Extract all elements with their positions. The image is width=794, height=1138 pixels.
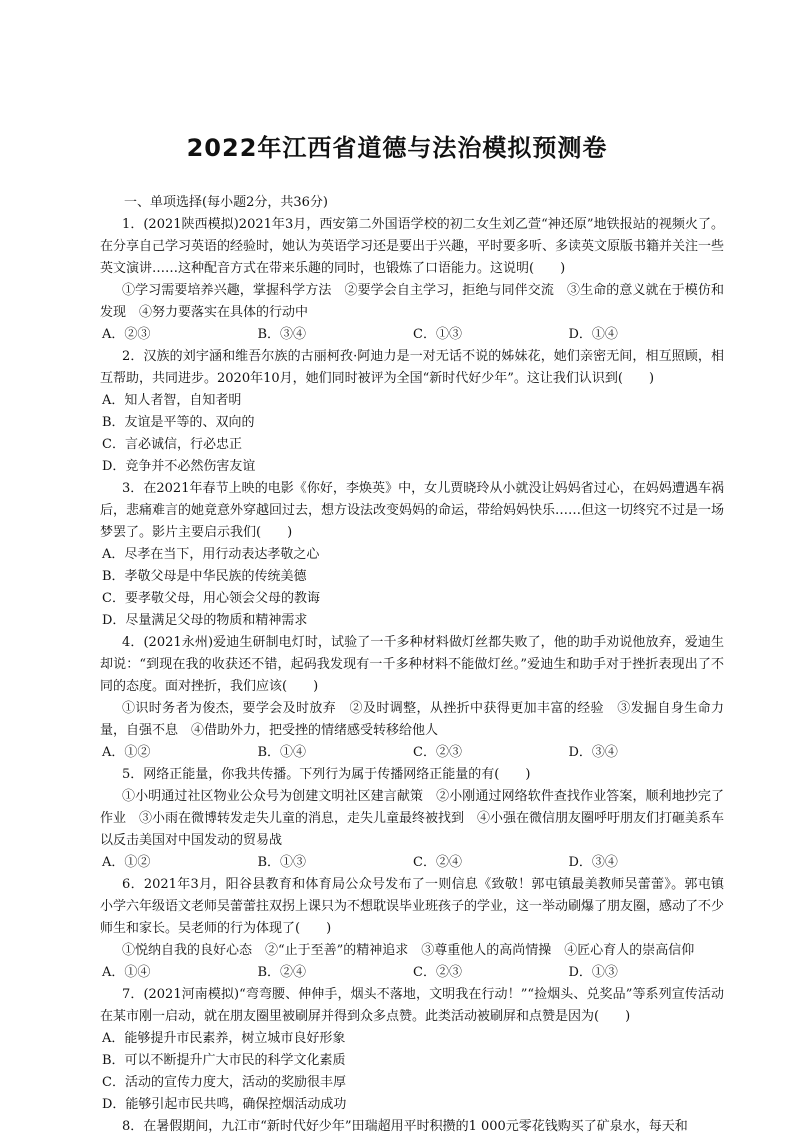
question-4 [100, 632, 724, 764]
option-b: B．孝敬父母是中华民族的传统美德 [102, 569, 307, 584]
question-statements: ①悦纳自我的良好心态 ②“止于至善”的精神追求 ③尊重他人的高尚情操 ④匠心育人的崇高信仰 [122, 943, 695, 958]
question-1 [100, 214, 724, 346]
question-stem: 1．(2021陕西模拟)2021年3月，西安第二外国语学校的初二女生刘乙萱“神还原”地铁报站的视频火了。在分享自己学习英语的经验时，她认为英语学习还是要出于兴趣，平时要多听、多读英文原版书籍并关注一些英文演讲……这种配音方式在带来乐趣的同时，也锻炼了口语能力。这说明( ) [100, 217, 725, 276]
exam-content [100, 192, 724, 1138]
answer-options [100, 1028, 724, 1116]
question-statements: ①识时务者为俊杰，要学会及时放弃 ②及时调整，从挫折中获得更加丰富的经验 ③发掘自身生命力量，自强不息 ④借助外力，把受挫的情绪感受转移给他人 [100, 701, 724, 738]
option-d: D．①③ [568, 965, 618, 980]
option-a: A．能够提升市民素养，树立城市良好形象 [102, 1031, 346, 1046]
question-5 [100, 764, 724, 874]
option-c: C．活动的宣传力度大，活动的奖励很丰厚 [102, 1075, 346, 1090]
option-b: B．①③ [257, 855, 307, 870]
question-stem: 8．在暑假期间，九江市“新时代好少年”田瑞超用平时积攒的1 000元零花钱购买了矿泉水，每天和 [122, 1119, 688, 1134]
question-statements: ①学习需要培养兴趣，掌握科学方法 ②要学会自主学习，拒绝与同伴交流 ③生命的意义就在于模仿和发现 ④努力要落实在具体的行动中 [100, 283, 724, 320]
question-stem: 4．(2021永州)爱迪生研制电灯时，试验了一千多种材料做灯丝都失败了，他的助手劝说他放弃，爱迪生却说：“到现在我的收获还不错，起码我发现有一千多种材料不能做灯丝。”爱迪生和助手对于挫折表现出了不同的态度。面对挫折，我们应该( ) [100, 635, 724, 694]
answer-options [100, 390, 724, 478]
answer-options [100, 324, 724, 346]
answer-options [100, 742, 724, 764]
option-d: D．尽量满足父母的物质和精神需求 [102, 613, 308, 628]
option-c: C．②③ [413, 745, 462, 760]
option-c: C．②④ [413, 855, 462, 870]
answer-options [100, 544, 724, 632]
option-b: B．②④ [257, 965, 307, 980]
question-8 [100, 1116, 724, 1138]
page-title: 2022年江西省道德与法治模拟预测卷 [186, 134, 608, 162]
question-stem: 2．汉族的刘宇涵和维吾尔族的古丽柯孜·阿迪力是一对无话不说的姊妹花，她们亲密无间，相互照顾，相互帮助，共同进步。2020年10月，她们同时被评为全国“新时代好少年”。这让我们认识到( ) [100, 349, 724, 386]
option-a: A．②③ [102, 327, 151, 342]
option-d: D．能够引起市民共鸣，确保控烟活动成功 [102, 1097, 347, 1112]
option-c: C．①③ [413, 327, 462, 342]
option-d: D．竞争并不必然伤害友谊 [102, 459, 256, 474]
question-stem: 7．(2021河南模拟)“弯弯腰、伸伸手，烟头不落地，文明我在行动！”“捡烟头、兑奖品”等系列宣传活动在某市刚一启动，就在朋友圈里被刷屏并得到众多点赞。此类活动被刷屏和点赞是因为( ) [100, 987, 724, 1024]
option-d: D．③④ [568, 745, 618, 760]
question-7 [100, 984, 724, 1116]
question-stem: 6．2021年3月，阳谷县教育和体育局公众号发布了一则信息《致敬！郭屯镇最美教师吴蕾蕾》。郭屯镇小学六年级语文老师吴蕾蕾拄双拐上课只为不想耽误毕业班孩子的学业，这一举动刷爆了朋友圈，感动了不少师生和家长。吴老师的行为体现了( ) [100, 877, 725, 936]
option-d: D．①④ [568, 327, 618, 342]
option-b: B．可以不断提升广大市民的科学文化素质 [102, 1053, 346, 1068]
option-d: D．③④ [568, 855, 618, 870]
option-b: B．③④ [257, 327, 307, 342]
option-a: A．①④ [102, 965, 151, 980]
option-b: B．友谊是平等的、双向的 [102, 415, 255, 430]
question-stem: 3．在2021年春节上映的电影《你好，李焕英》中，女儿贾晓玲从小就没让妈妈省过心，在妈妈遭遇车祸后，悲痛难言的她竟意外穿越回过去，想方设法改变妈妈的命运，带给妈妈快乐……但这一切终究不过是一场梦罢了。影片主要启示我们( ) [100, 481, 725, 540]
question-3 [100, 478, 724, 632]
option-b: B．①④ [257, 745, 307, 760]
section-heading: 一、单项选择(每小题2分，共36分) [124, 195, 328, 210]
answer-options [100, 852, 724, 874]
option-a: A．①② [102, 745, 151, 760]
question-stem: 5．网络正能量，你我共传播。下列行为属于传播网络正能量的有( ) [122, 767, 531, 782]
option-a: A．尽孝在当下，用行动表达孝敬之心 [102, 547, 320, 562]
option-a: A．①② [102, 855, 151, 870]
question-2 [100, 346, 724, 478]
question-statements: ①小明通过社区物业公众号为创建文明社区建言献策 ②小刚通过网络软件查找作业答案，顺利地抄完了作业 ③小雨在微博转发走失儿童的消息，走失儿童最终被找到 ④小强在微信朋友圈呼吁朋友们打砸美系车以反击美国对中国发动的贸易战 [100, 789, 725, 848]
option-c: C．要孝敬父母，用心领会父母的教诲 [102, 591, 320, 606]
option-c: C．言必诚信，行必忠正 [102, 437, 242, 452]
option-c: C．②③ [413, 965, 462, 980]
answer-options [100, 962, 724, 984]
option-a: A．知人者智，自知者明 [102, 393, 242, 408]
question-6 [100, 874, 724, 984]
